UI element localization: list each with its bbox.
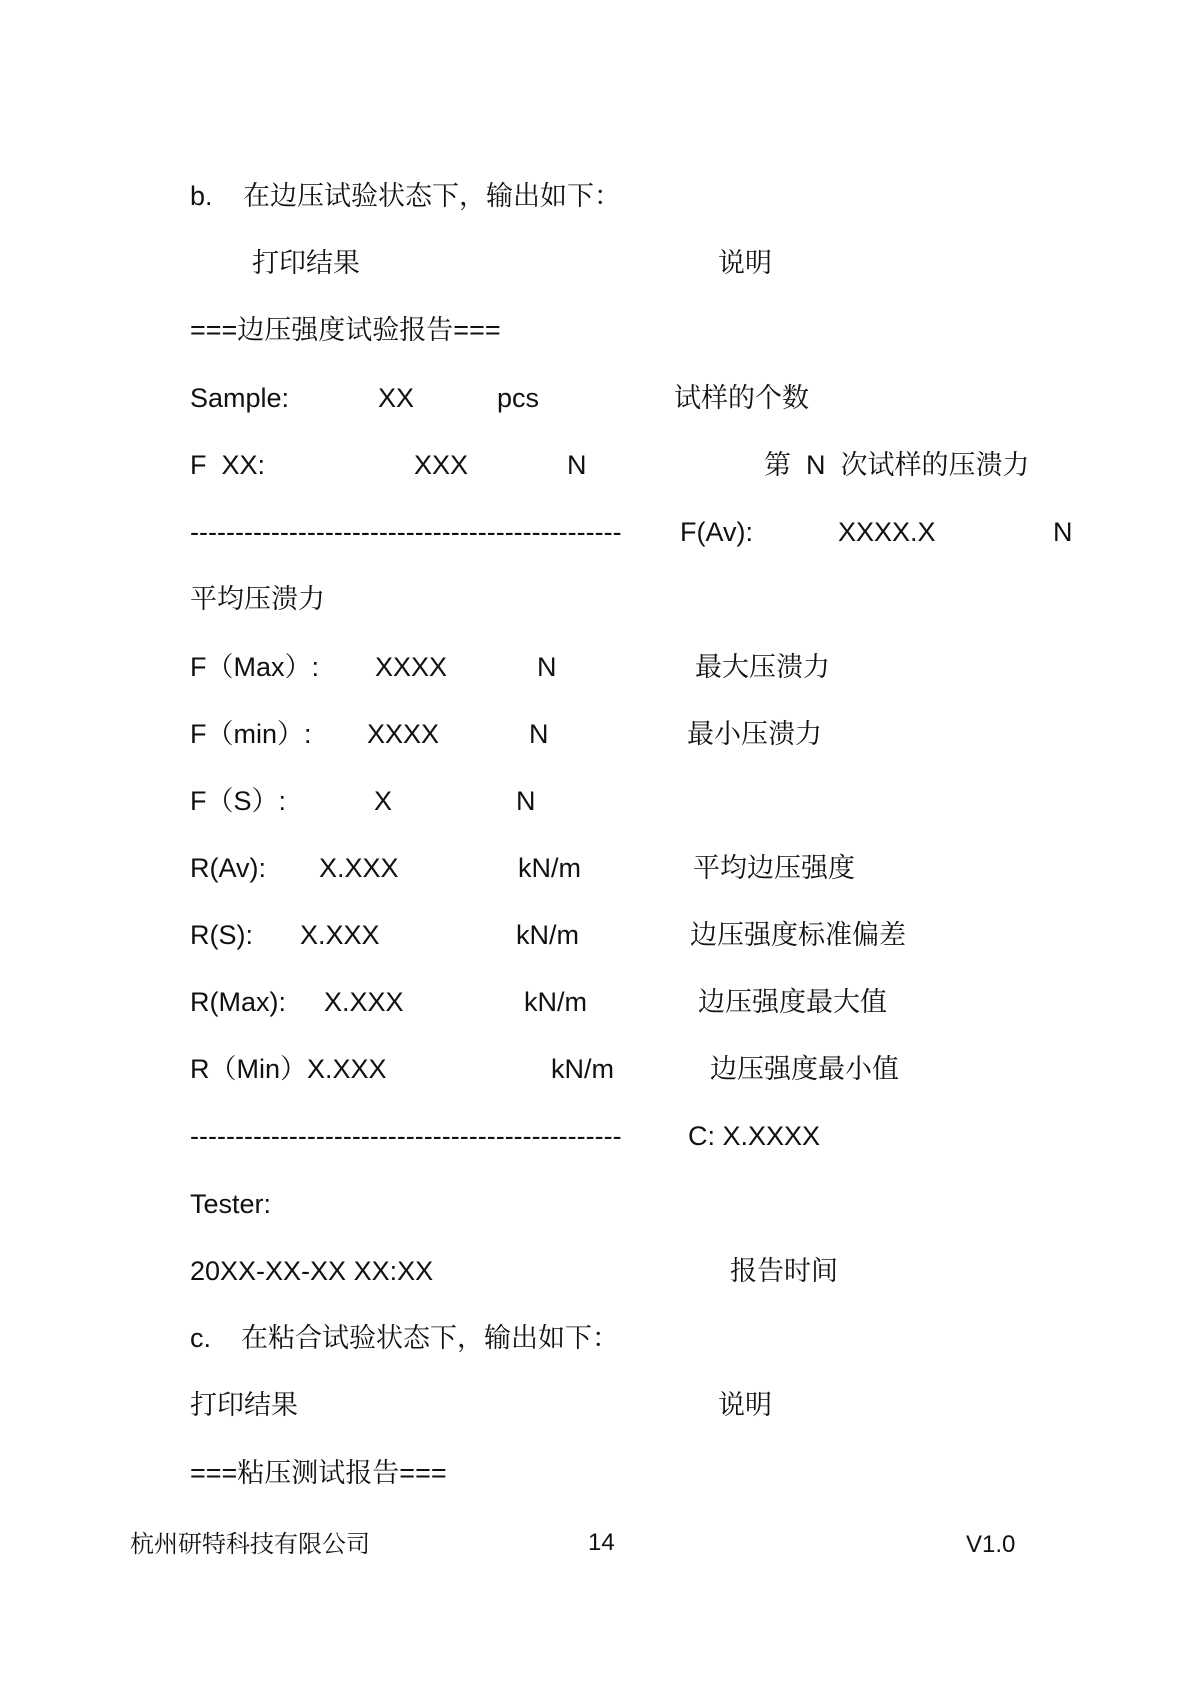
fmax-unit: N (537, 652, 557, 682)
fav-desc: 平均压溃力 (190, 584, 325, 614)
separator-dashes-1: ------------------------------------------------ (190, 517, 622, 547)
sample-unit: pcs (497, 383, 540, 413)
header-print-result: 打印结果 (252, 248, 360, 278)
fmin-label: F（min）: (190, 719, 312, 749)
fxx-value: XXX (414, 450, 469, 480)
footer-page-number: 14 (588, 1529, 615, 1556)
rav-unit: kN/m (518, 853, 581, 883)
footer-version: V1.0 (966, 1531, 1016, 1558)
report-datetime-desc: 报告时间 (730, 1256, 838, 1286)
rs-desc: 边压强度标准偏差 (690, 920, 906, 950)
section-b-marker: b. (190, 181, 213, 211)
report-title: ===边压强度试验报告=== (190, 315, 501, 345)
report-datetime: 20XX-XX-XX XX:XX (190, 1256, 434, 1286)
tester-label: Tester: (190, 1189, 272, 1219)
fs-label: F（S）: (190, 786, 287, 816)
fmax-label: F（Max）: (190, 652, 320, 682)
fmin-value: XXXX (367, 719, 440, 749)
fs-value: X (374, 786, 393, 816)
rmax-value: X.XXX (324, 987, 404, 1017)
section-c-header-print: 打印结果 (190, 1390, 298, 1420)
rmax-label: R(Max): (190, 987, 286, 1017)
fs-unit: N (516, 786, 536, 816)
section-c-marker: c. (190, 1323, 212, 1353)
section-b-intro: 在边压试验状态下，输出如下： (243, 181, 621, 211)
rmax-unit: kN/m (524, 987, 587, 1017)
sample-desc: 试样的个数 (674, 383, 809, 413)
separator-dashes-2: ------------------------------------------------ (190, 1121, 622, 1151)
rmax-desc: 边压强度最大值 (698, 987, 887, 1017)
fmax-desc: 最大压溃力 (695, 652, 830, 682)
rs-value: X.XXX (300, 920, 380, 950)
rmin-unit: kN/m (551, 1054, 614, 1084)
fmax-value: XXXX (375, 652, 448, 682)
rmin-label: R（Min）X.XXX (190, 1054, 387, 1084)
section-c-report-title: ===粘压测试报告=== (190, 1458, 447, 1488)
fav-unit: N (1053, 517, 1073, 547)
rs-label: R(S): (190, 920, 253, 950)
rav-value: X.XXX (319, 853, 399, 883)
sample-label: Sample: (190, 383, 290, 413)
rav-label: R(Av): (190, 853, 267, 883)
rav-desc: 平均边压强度 (693, 853, 855, 883)
fmin-unit: N (529, 719, 549, 749)
c-value: C: X.XXXX (688, 1121, 821, 1151)
fxx-desc: 第 N 次试样的压溃力 (764, 450, 1030, 480)
section-c-header-desc: 说明 (718, 1390, 772, 1420)
sample-value: XX (378, 383, 415, 413)
fav-value: XXXX.X (838, 517, 936, 547)
fav-label: F(Av): (680, 517, 753, 547)
fxx-unit: N (567, 450, 587, 480)
fmin-desc: 最小压溃力 (687, 719, 822, 749)
footer-company: 杭州研特科技有限公司 (130, 1531, 370, 1558)
rmin-desc: 边压强度最小值 (710, 1054, 899, 1084)
section-c-intro: 在粘合试验状态下，输出如下： (241, 1323, 619, 1353)
rs-unit: kN/m (516, 920, 579, 950)
header-description: 说明 (718, 248, 772, 278)
fxx-label: F XX: (190, 450, 266, 480)
